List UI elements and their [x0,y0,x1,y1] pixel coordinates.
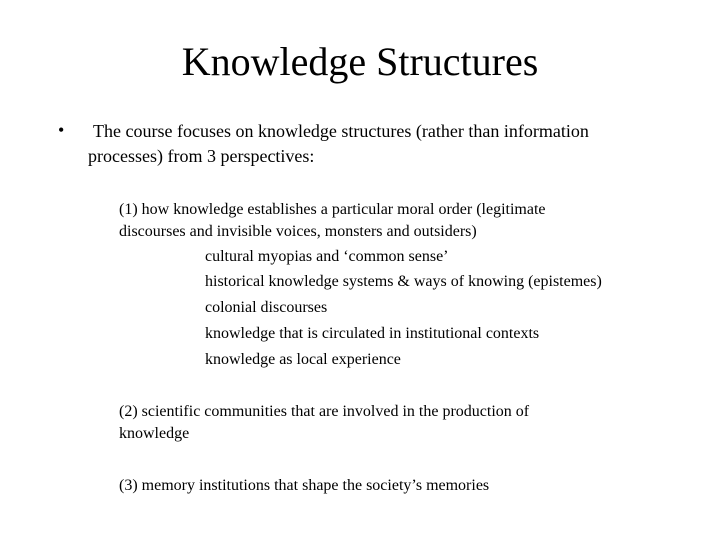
subitem-colonial-discourses: colonial discourses [205,299,328,316]
perspective-1 [119,199,546,243]
perspective-2-line-2: knowledge [119,425,190,442]
subitem-historical-knowledge: historical knowledge systems & ways of knowing (epistemes) [205,273,602,290]
perspective-1-line-2: discourses and invisible voices, monsters and outsiders) [119,223,477,240]
perspective-2-line-1: (2) scientific communities that are involved in the production of [119,403,530,420]
intro-line-2: processes) from 3 perspectives: [88,146,315,166]
subitem-institutional-knowledge: knowledge that is circulated in institutional contexts [205,325,540,342]
subitem-local-experience: knowledge as local experience [205,351,401,368]
subitem-cultural-myopias: cultural myopias and ‘common sense’ [205,248,449,265]
perspective-3: (3) memory institutions that shape the society’s memories [119,477,490,494]
intro-line-1: The course focuses on knowledge structures (rather than information [93,121,589,141]
perspective-1-line-1: (1) how knowledge establishes a particular moral order (legitimate [119,201,546,218]
intro-paragraph [88,119,668,169]
perspective-2 [119,401,529,445]
slide-title: Knowledge Structures [181,39,539,84]
bullet-marker: • [58,120,65,140]
